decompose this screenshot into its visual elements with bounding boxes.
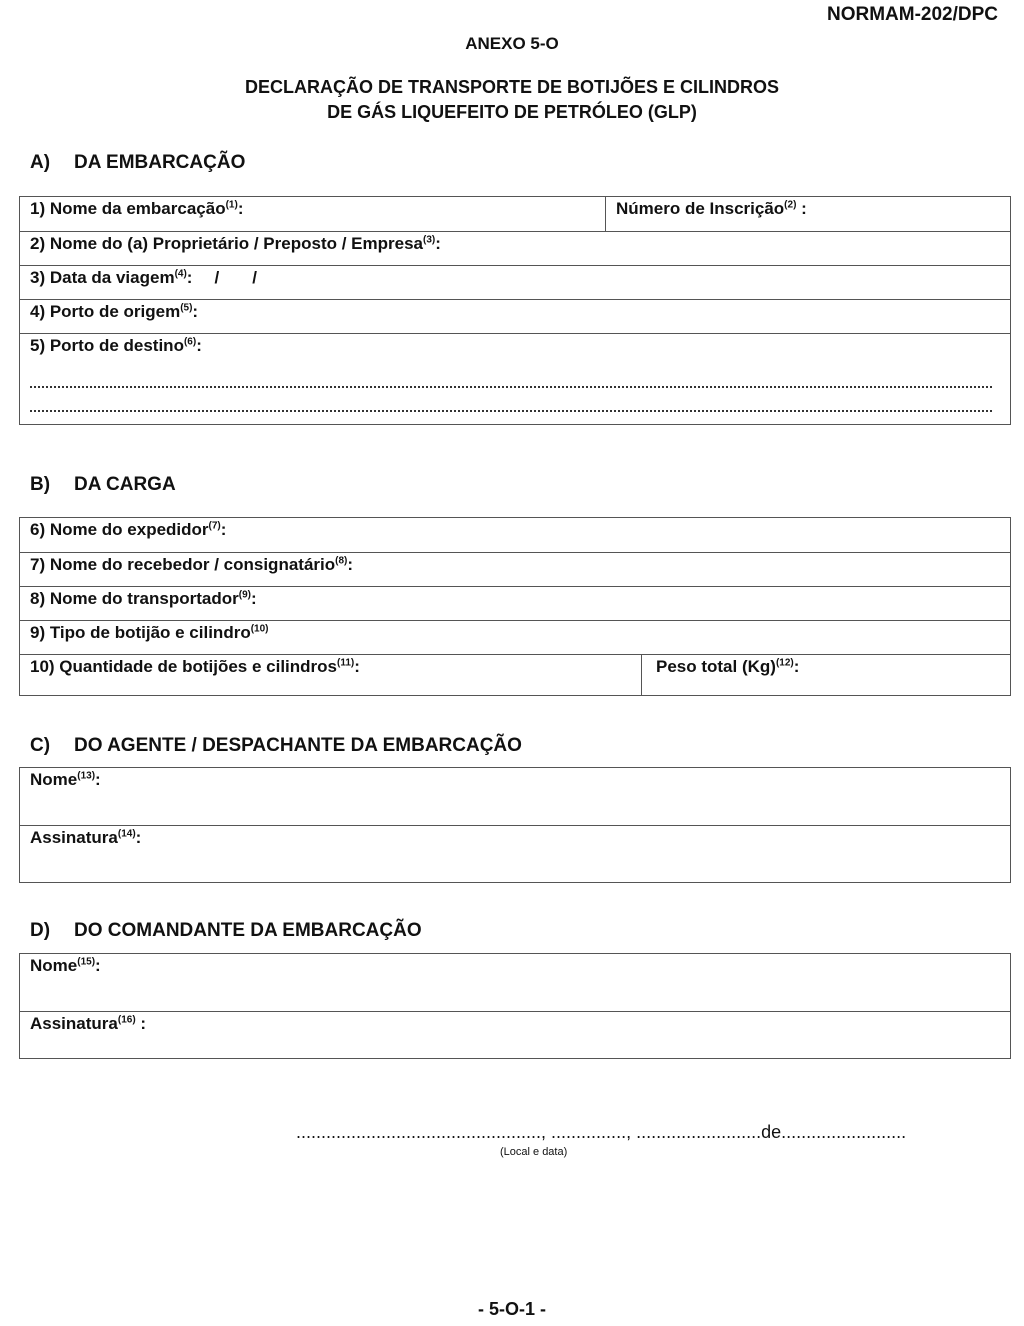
trip-date-field[interactable]: 3) Data da viagem$^{(4)}$: / / — [30, 268, 257, 287]
total-weight-field[interactable]: Peso total $(Kg)^{(12)}$: — [641, 655, 1010, 695]
agent-data-box — [19, 767, 1011, 883]
agent-name-field[interactable]: Nome$^{(13)}$: — [30, 770, 101, 789]
captain-name-field[interactable]: Nome$^{(15)}$: — [30, 956, 101, 975]
section-letter: A) — [30, 152, 51, 173]
cylinder-type-field[interactable]: 9) Tipo de botijão e cilindro$^{(10)}$ — [30, 623, 269, 642]
section-b-heading — [30, 474, 176, 496]
vessel-name-row — [20, 197, 1010, 232]
agent-signature-field[interactable]: Assinatura$^{(14)}$: — [30, 828, 142, 847]
trip-date-row — [20, 266, 1010, 300]
shipper-field[interactable]: 6) Nome do expedidor$^{(7)}$: — [30, 520, 227, 539]
date-mask: / / — [214, 268, 257, 287]
receiver-row — [20, 553, 1010, 587]
origin-port-field[interactable]: 4) Porto de origem$^{(5)}$: — [30, 302, 199, 321]
section-letter: C) — [30, 735, 51, 756]
cargo-data-box — [19, 517, 1011, 696]
section-title: DA CARGA — [74, 474, 176, 495]
owner-row — [20, 232, 1010, 266]
destination-port-row — [20, 334, 1010, 423]
section-letter: B) — [30, 474, 51, 495]
captain-data-box — [19, 953, 1011, 1059]
place-date-caption: (Local e data) — [500, 1146, 568, 1158]
cylinder-type-row — [20, 621, 1010, 655]
captain-signature-row — [20, 1012, 1010, 1058]
receiver-field[interactable]: 7) Nome do recebedor / consignatário$^{(8)}$: — [30, 555, 354, 574]
destination-port-field[interactable]: 5) Porto de destino$^{(6)}$: — [30, 336, 202, 355]
agent-name-row — [20, 768, 1010, 826]
agent-signature-row — [20, 826, 1010, 882]
registration-number-field[interactable]: Número de Inscrição$^{(2)}$ : — [605, 197, 1010, 231]
page-number: - 5-O-1 - — [477, 1299, 546, 1319]
section-d-heading — [30, 920, 422, 942]
carrier-row — [20, 587, 1010, 621]
carrier-field[interactable]: 8) Nome do transportador$^{(9)}$: — [30, 589, 257, 608]
dotted-line — [30, 398, 992, 412]
section-a-heading — [30, 152, 245, 174]
shipper-row — [20, 518, 1010, 553]
section-title: DA EMBARCAÇÃO — [74, 152, 246, 173]
annex-title: ANEXO 5-O — [465, 34, 559, 53]
origin-port-row — [20, 300, 1010, 334]
section-title: DO COMANDANTE DA EMBARCAÇÃO — [74, 920, 422, 941]
form-title-line-2: DE GÁS LIQUEFEITO DE PETRÓLEO (GLP) — [327, 102, 697, 122]
vessel-name-field[interactable]: 1) Nome da embarcação$^{(1)}$: — [30, 199, 244, 218]
place-date-line[interactable]: ................................................., ..............., .........................de......................... — [296, 1122, 907, 1142]
vessel-data-box — [19, 196, 1011, 425]
section-letter: D) — [30, 920, 51, 941]
owner-field[interactable]: 2) Nome do (a) Proprietário / Preposto / Empresa$^{(3)}$: — [30, 234, 441, 253]
dotted-line — [30, 374, 992, 388]
quantity-weight-row — [20, 655, 1010, 695]
quantity-field[interactable]: 10) Quantidade de botijões e cilindros$^{(11)}$: — [30, 657, 360, 676]
section-title: DO AGENTE / DESPACHANTE DA EMBARCAÇÃO — [74, 735, 522, 756]
document-code: NORMAM-202/DPC — [826, 4, 998, 25]
section-c-heading — [30, 735, 522, 757]
form-title-line-1: DECLARAÇÃO DE TRANSPORTE DE BOTIJÕES E CILINDROS — [244, 77, 780, 97]
captain-name-row — [20, 954, 1010, 1012]
captain-signature-field[interactable]: Assinatura$^{(16)}$ : — [30, 1014, 147, 1033]
